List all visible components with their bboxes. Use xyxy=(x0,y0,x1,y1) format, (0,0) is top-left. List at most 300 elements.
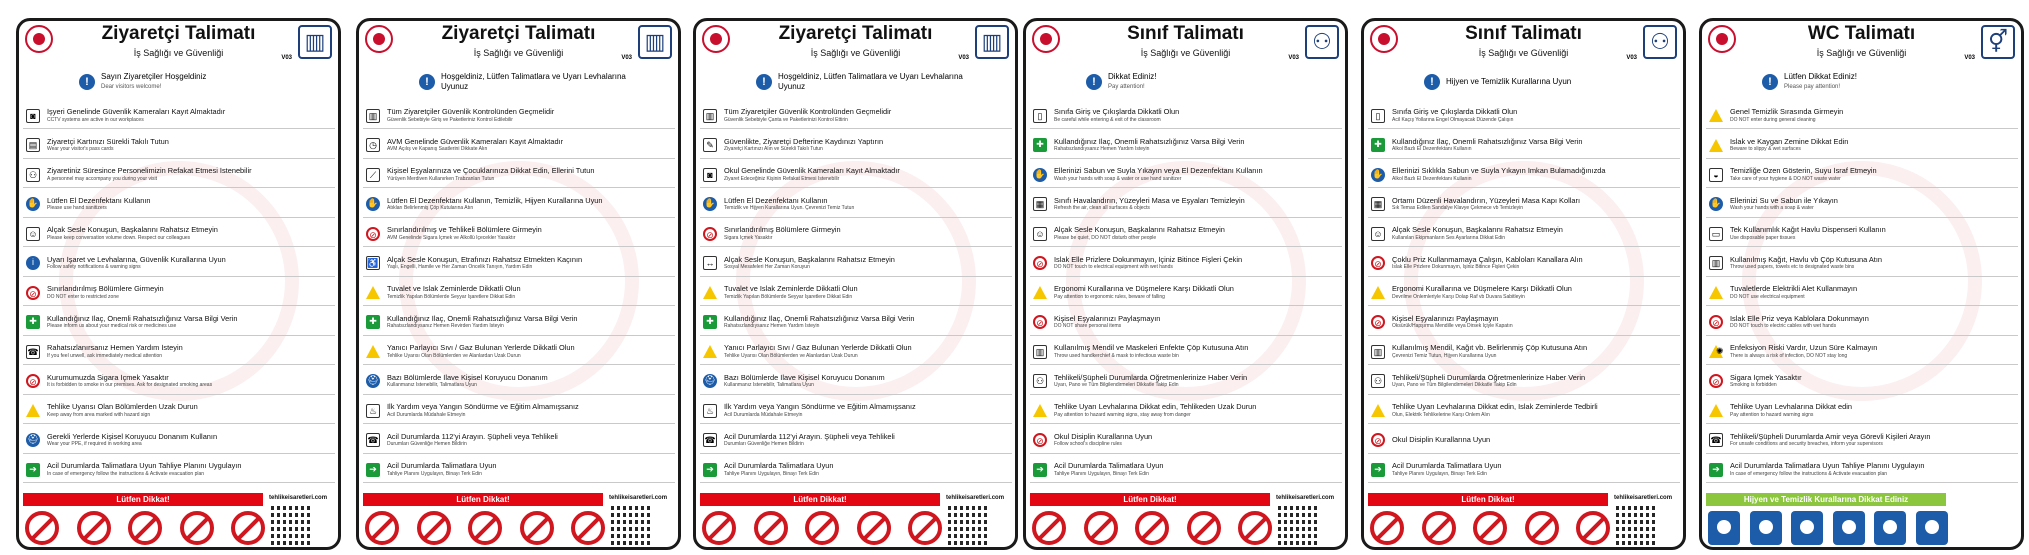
exclamation-icon: ! xyxy=(756,74,772,90)
greeting-text xyxy=(1446,77,1571,87)
instruction-tr: Acil Durumlarda Talimatlara Uyun xyxy=(1392,462,1502,471)
instruction-en: Temizlik Yapılan Bölümlerde Seyyar İşaretlere Dikkat Edin xyxy=(387,293,516,300)
exit-icon: ➔ xyxy=(366,463,380,477)
instruction-text xyxy=(724,403,1012,418)
instruction-text xyxy=(724,197,1012,212)
instruction-tr: Alçak Sesle Konuşun, Başkalarını Rahatsız Etmeyin xyxy=(47,226,218,235)
instruction-en: AVM Genelinde Sigara İçmek ve Alkollü İçecekler Yasaktır xyxy=(387,234,516,241)
board-footer xyxy=(19,491,338,550)
instruction-row xyxy=(1030,133,1342,159)
greeting-text xyxy=(778,72,986,92)
instruction-en: Uyarı, Pano ve Tüm Bilgilendirmeleri Dikkatle Takip Edin xyxy=(1392,382,1517,389)
instruction-en: Be careful while entering & exit of the classroom xyxy=(1054,116,1161,123)
instruction-row xyxy=(700,103,1012,129)
instruction-en: Rahatsızlandıysanız Hemen Yardım İsteyin xyxy=(724,323,820,330)
board-subtitle: İş Sağlığı ve Güvenliği xyxy=(1140,48,1231,58)
instruction-en: Olun, Elektrik Tehlikelerine Karşı Önlem Alın xyxy=(1392,411,1490,418)
apron-icon xyxy=(1750,511,1782,545)
instruction-tr: Tehlikeli/Şüpheli Durumlarda Öğretmenlerinize Haber Verin xyxy=(1054,373,1248,382)
register-icon: ✎ xyxy=(703,138,717,152)
instruction-tr: Bazı Bölümlerde İlave Kişisel Koruyucu Donanım xyxy=(387,373,548,382)
greeting-tr: Hijyen ve Temizlik Kurallarına Uyun xyxy=(1446,77,1572,86)
door-icon: ▯ xyxy=(1371,109,1385,123)
instruction-text xyxy=(1392,285,1680,300)
no-entry-icon: ⊘ xyxy=(366,227,380,241)
instruction-text xyxy=(47,315,335,330)
instruction-text xyxy=(387,433,675,448)
instruction-row xyxy=(1706,192,2018,218)
instruction-text xyxy=(1054,374,1342,389)
version-label: V03 xyxy=(1288,55,1299,61)
instruction-row xyxy=(1368,457,1680,483)
instruction-row xyxy=(700,251,1012,277)
instruction-row xyxy=(23,103,335,129)
instruction-text xyxy=(724,138,1012,153)
no-fight-icon xyxy=(1525,511,1559,545)
instruction-tr: Tehlike Uyarı Levhalarına Dikkat edin, Tehlikeden Uzak Durun xyxy=(1054,403,1257,412)
instruction-text xyxy=(1392,403,1680,418)
board-footer xyxy=(696,491,1015,550)
flammable-icon xyxy=(703,345,717,358)
footer-icon-row xyxy=(1032,509,1272,547)
instruction-tr: Kullandığınız İlaç, Önemli Rahatsızlığınız Varsa Bilgi Verin xyxy=(387,314,578,323)
instruction-text xyxy=(1730,433,2018,448)
instruction-tr: Sigara İçmek Yasaktır xyxy=(1730,373,1802,382)
instruction-text xyxy=(724,167,1012,182)
exclamation-icon: ! xyxy=(1086,74,1102,90)
instruction-tr: Lütfen El Dezenfektanı Kullanın xyxy=(47,196,151,205)
instruction-row xyxy=(23,251,335,277)
ergonomic-icon xyxy=(1371,286,1385,299)
instruction-tr: Yanıcı Parlayıcı Sıvı / Gaz Bulunan Yerlerde Dikkatli Olun xyxy=(724,344,912,353)
face-shield-icon xyxy=(1833,511,1865,545)
board-footer xyxy=(1702,491,2021,550)
instruction-row xyxy=(1368,103,1680,129)
instruction-list xyxy=(700,103,1012,487)
instruction-en: Rahatsızlandıysanız Hemen Revirden Yardım İsteyin xyxy=(387,323,504,330)
instruction-tr: Tehlike Uyarı Levhalarına Dikkat edin xyxy=(1730,403,1853,412)
instruction-en: Yürüyen Merdiven Kullanırken Trabzanları Tutun xyxy=(387,175,495,182)
instruction-row xyxy=(1030,457,1342,483)
instruction-text xyxy=(1730,167,2018,182)
instruction-en: Tahliye Planını Uygulayın, Binayı Terk Edin xyxy=(724,470,819,477)
instruction-tr: Ellerinizi Su ve Sabun ile Yıkayın xyxy=(1730,196,1838,205)
greeting-tr: Sayın Ziyaretçiler Hoşgeldiniz xyxy=(101,72,207,81)
greeting xyxy=(1086,65,1316,99)
instruction-en: Wash your hands with soap & water or use hand sanitizer xyxy=(1054,175,1182,182)
instruction-tr: Tuvaletlerde Elektrikli Alet Kullanmayın xyxy=(1730,285,1858,294)
instruction-en: Tehlike Uyarısı Olan Bölümlerden ve Alanlardan Uzak Durun xyxy=(387,352,521,359)
instruction-en: Use disposable paper tissues xyxy=(1730,234,1796,241)
instruction-tr: Tek Kullanımlık Kağıt Havlu Dispenseri Kullanın xyxy=(1730,226,1886,235)
instruction-text xyxy=(47,403,335,418)
instruction-en: Please keep conversation volume down. Respect our colleagues xyxy=(47,234,191,241)
exit-icon: ➔ xyxy=(703,463,717,477)
instruction-row xyxy=(1706,398,2018,424)
footer-icon-row xyxy=(1370,509,1610,547)
info-icon: i xyxy=(26,256,40,270)
instruction-tr: Lütfen El Dezenfektanı Kullanın xyxy=(724,196,828,205)
instruction-row xyxy=(1706,428,2018,454)
instruction-en: Durumları Güvenliğe Hemen Bildirin xyxy=(387,441,467,448)
website-label: tehlikeisaretleri.com xyxy=(946,495,1005,501)
footer-icon-row xyxy=(1708,509,1948,547)
security-check-icon: ▥ xyxy=(366,109,380,123)
instruction-row xyxy=(1030,103,1342,129)
instruction-tr: Kişisel Eşyalarınızı Paylaşmayın xyxy=(1392,314,1499,323)
phone-icon: ☎ xyxy=(367,435,379,445)
instruction-row xyxy=(1706,280,2018,306)
wet-floor-icon xyxy=(366,286,380,299)
footer-banner: Lütfen Dikkat! xyxy=(1368,493,1608,506)
greeting-text xyxy=(101,72,206,92)
instruction-text xyxy=(724,462,1012,477)
instruction-text xyxy=(47,344,335,359)
instruction-text xyxy=(1392,315,1680,330)
footer-icon-row xyxy=(365,509,605,547)
quiet-icon: ☺ xyxy=(1371,227,1385,241)
instruction-text xyxy=(1730,315,2018,330)
phone-icon: ☎ xyxy=(1710,435,1722,445)
quiet-icon: ☺ xyxy=(1033,227,1047,241)
instruction-en: Refresh the air, clean all surfaces & objects xyxy=(1054,205,1150,212)
greeting xyxy=(79,65,309,99)
instruction-row xyxy=(1368,398,1680,424)
instruction-text xyxy=(1054,108,1342,123)
instruction-row xyxy=(363,133,675,159)
instruction-tr: Lütfen El Dezenfektanı Kullanın, Temizlik, Hijyen Kurallarına Uyun xyxy=(387,196,603,205)
instruction-tr: Sınırlandırılmış Bölümlere Girmeyin xyxy=(47,285,164,294)
no-share-icon: ⊘ xyxy=(1371,315,1385,329)
instruction-en: Throw used papers, towels etc to designated waste bins xyxy=(1730,264,1855,271)
instruction-text xyxy=(1730,138,2018,153)
instruction-row xyxy=(363,221,675,247)
medical-icon: ✚ xyxy=(1033,138,1047,152)
instruction-text xyxy=(724,344,1012,359)
instruction-text xyxy=(1730,462,2018,477)
instruction-board xyxy=(693,18,1018,550)
no-smoking-icon xyxy=(1576,511,1610,545)
board-footer xyxy=(1026,491,1345,550)
instruction-tr: İlk Yardım veya Yangın Söndürme ve Eğitim Almamışsanız xyxy=(724,403,916,412)
instruction-row xyxy=(1368,369,1680,395)
instruction-row xyxy=(700,428,1012,454)
instruction-en: AVM Açılış ve Kapanış Saatlerini Dikkate Alın xyxy=(387,146,488,153)
instruction-en: In case of emergency follow the instructions & Activate evacuation plan xyxy=(1730,470,1888,477)
instruction-row xyxy=(23,428,335,454)
instruction-board xyxy=(1023,18,1348,550)
board-title: Sınıf Talimatı xyxy=(1127,23,1244,44)
instruction-text xyxy=(47,285,335,300)
greeting-tr: Hoşgeldiniz, Lütfen Talimatlara ve Uyarı Levhalarına Uyunuz xyxy=(441,72,626,91)
instruction-tr: Acil Durumlarda Talimatlara Uyun xyxy=(1054,462,1164,471)
version-label: V03 xyxy=(1964,55,1975,61)
instruction-tr: Kullanılmış Mendil, Kağıt vb. Belirlenmiş Çöp Kutusuna Atın xyxy=(1392,344,1588,353)
instruction-tr: İlk Yardım veya Yangın Söndürme ve Eğitim Almamışsanız xyxy=(387,403,579,412)
instruction-text xyxy=(1054,138,1342,153)
instruction-tr: Sınıfa Giriş ve Çıkışlarda Dikkatli Olun xyxy=(1054,108,1180,117)
security-gate-icon: ▥ xyxy=(298,25,332,59)
footer-banner: Hijyen ve Temizlik Kurallarına Dikkat Ediniz xyxy=(1706,493,1946,506)
instruction-text xyxy=(1054,285,1342,300)
instruction-en: Please inform us about your medical risk or medicines use xyxy=(47,323,177,330)
website-label: tehlikeisaretleri.com xyxy=(269,495,328,501)
greeting-tr: Lütfen Dikkat Ediniz! xyxy=(1784,72,1857,81)
instruction-en: Acil Kaçış Yollarına Engel Olmayacak Düzende Çalışın xyxy=(1392,116,1514,123)
instruction-row xyxy=(1030,339,1342,365)
greeting xyxy=(419,65,649,99)
instruction-text xyxy=(1730,344,2018,359)
instruction-text xyxy=(1392,167,1680,182)
security-gate-icon: ▥ xyxy=(638,25,672,59)
instruction-row xyxy=(1368,310,1680,336)
instruction-text xyxy=(387,462,675,477)
instruction-row xyxy=(23,192,335,218)
instruction-tr: Uyarı İşaret ve Levhalarına, Güvenlik Kurallarına Uyun xyxy=(47,255,226,264)
instruction-en: Smoking is forbidden xyxy=(1730,382,1777,389)
instruction-row xyxy=(23,280,335,306)
instruction-en: Pay attention to hazard warning signs, stay away from danger xyxy=(1054,411,1191,418)
instruction-text xyxy=(1730,403,2018,418)
instruction-text xyxy=(1392,436,1680,445)
no-smoking-icon xyxy=(571,511,605,545)
website-label: tehlikeisaretleri.com xyxy=(609,495,668,501)
instruction-row xyxy=(23,339,335,365)
instruction-tr: Kişisel Eşyalarınızı Paylaşmayın xyxy=(1054,314,1161,323)
no-entry-icon: ⊘ xyxy=(703,227,717,241)
instruction-row xyxy=(700,369,1012,395)
window-icon: ▦ xyxy=(1371,197,1385,211)
qr-code-overlay xyxy=(611,505,651,545)
no-smoking-icon xyxy=(1238,511,1272,545)
instruction-en: Kullanmanız İstenebilir, Talimatlara Uyun xyxy=(724,382,814,389)
footer-banner: Lütfen Dikkat! xyxy=(363,493,603,506)
no-food-icon xyxy=(1370,511,1404,545)
instruction-text xyxy=(1730,226,2018,241)
exclamation-icon: ! xyxy=(79,74,95,90)
instruction-tr: Alçak Sesle Konuşun, Etrafınızı Rahatsız Etmekten Kaçının xyxy=(387,255,583,264)
instruction-board xyxy=(1699,18,2024,550)
instruction-row xyxy=(1368,133,1680,159)
instruction-tr: Ziyaretçi Kartınızı Sürekli Takılı Tutun xyxy=(47,137,169,146)
instruction-text xyxy=(1054,197,1342,212)
badge-icon: ▤ xyxy=(26,138,40,152)
instruction-en: Temizlik ve Hijyen Kurallarına Uyun. Çevrenizi Temiz Tutun xyxy=(724,205,855,212)
instruction-row xyxy=(23,162,335,188)
board-title: Ziyaretçi Talimatı xyxy=(441,23,596,44)
instruction-text xyxy=(387,108,675,123)
instruction-en: Durumları Güvenliğe Hemen Bildirin xyxy=(724,441,804,448)
bin-icon: ▥ xyxy=(1371,345,1385,359)
footer-icon-row xyxy=(702,509,942,547)
distance-icon: ↔ xyxy=(703,256,717,270)
disinfect-icon xyxy=(1874,511,1906,545)
teacher-icon: ⚇ xyxy=(1033,374,1047,388)
instruction-tr: Acil Durumlarda 112'yi Arayın. Şüpheli veya Tehlikeli xyxy=(724,432,895,441)
exclamation-icon: ! xyxy=(419,74,435,90)
no-phone-icon xyxy=(180,511,214,545)
instruction-row xyxy=(23,221,335,247)
instruction-tr: Enfeksiyon Riski Vardır, Uzun Süre Kalmayın xyxy=(1730,344,1878,353)
version-label: V03 xyxy=(621,55,632,61)
no-food-icon xyxy=(1032,511,1066,545)
instruction-text xyxy=(1730,285,2018,300)
instruction-tr: Yanıcı Parlayıcı Sıvı / Gaz Bulunan Yerlerde Dikkatli Olun xyxy=(387,344,575,353)
instruction-row xyxy=(363,457,675,483)
no-skate-icon xyxy=(805,511,839,545)
camera-icon: ◙ xyxy=(26,109,40,123)
help-icon: ☎ xyxy=(27,346,39,357)
instruction-tr: Ortamı Düzenli Havalandırın, Yüzeyleri Masa Kapı Kolları xyxy=(1392,196,1580,205)
instruction-text xyxy=(1730,374,2018,389)
instruction-tr: Alçak Sesle Konuşun, Başkalarını Rahatsız Etmeyin xyxy=(724,255,895,264)
instruction-tr: Acil Durumlarda Talimatlara Uyun xyxy=(724,462,834,471)
instruction-text xyxy=(387,344,675,359)
instruction-text xyxy=(1730,108,2018,123)
no-dog-icon xyxy=(702,511,736,545)
no-running-icon xyxy=(1422,511,1456,545)
instruction-tr: Tehlikeli/Şüpheli Durumlarda Öğretmenlerinize Haber Verin xyxy=(1392,373,1586,382)
instruction-tr: Ellerinizi Sıklıkla Sabun ve Suyla Yıkayın İmkan Bulamadığınızda xyxy=(1392,167,1606,176)
instruction-row xyxy=(1706,457,2018,483)
instruction-en: Rahatsızlandıysanız Hemen Yardım İsteyin xyxy=(1054,146,1150,153)
instruction-text xyxy=(1392,374,1680,389)
instruction-en: Islak Elle Prizlere Dokunmayın, İşiniz Bitince Fişleri Çekin xyxy=(1392,264,1520,271)
instruction-en: Çevrenizi Temiz Tutun, Hijyen Kurallarına Uyun xyxy=(1392,352,1497,359)
instruction-row xyxy=(700,398,1012,424)
bin-icon: ▥ xyxy=(1033,345,1047,359)
instruction-tr: Tuvalet ve Islak Zeminlerde Dikkatli Olun xyxy=(387,285,521,294)
instruction-tr: Alçak Sesle Konuşun, Başkalarını Rahatsız Etmeyin xyxy=(1054,226,1225,235)
instruction-tr: Tehlike Uyarısı Olan Bölümlerden Uzak Durun xyxy=(47,403,198,412)
no-running-icon xyxy=(754,511,788,545)
instruction-text xyxy=(47,197,335,212)
socket-icon: ⊘ xyxy=(1033,256,1047,270)
camera-icon: ◙ xyxy=(703,168,717,182)
instruction-text xyxy=(724,315,1012,330)
instruction-text xyxy=(387,315,675,330)
instruction-list xyxy=(1368,103,1680,487)
gloves-icon xyxy=(1708,511,1740,545)
qr-code-overlay xyxy=(1278,505,1318,545)
instruction-tr: Tehlikeli/Şüpheli Durumlarda Amir veya Görevli Kişileri Arayın xyxy=(1730,432,1931,441)
instruction-row xyxy=(1706,369,2018,395)
instruction-row xyxy=(700,162,1012,188)
instruction-row xyxy=(1030,280,1342,306)
instruction-text xyxy=(724,285,1012,300)
priority-icon: ♿ xyxy=(367,258,379,268)
instruction-row xyxy=(23,133,335,159)
instruction-en: Kullanılan Ekipmanların Ses Ayarlarına Dikkat Edin xyxy=(1392,234,1506,241)
instruction-row xyxy=(700,310,1012,336)
instruction-tr: AVM Genelinde Güvenlik Kameraları Kayıt Almaktadır xyxy=(387,137,564,146)
instruction-tr: Acil Durumlarda Talimatlara Uyun Tahliye Planını Uygulayın xyxy=(47,462,242,471)
instruction-tr: Islak Elle Priz veya Kablolara Dokunmayın xyxy=(1730,314,1869,323)
instruction-en: Atıkları Belirlenmiş Çöp Kutularına Atın xyxy=(387,205,474,212)
instruction-tr: Kullanılmış Kağıt, Havlu vb Çöp Kutusuna Atın xyxy=(1730,255,1883,264)
instruction-tr: Sınırlandırılmış ve Tehlikeli Bölümlere Girmeyin xyxy=(387,226,542,235)
instruction-en: Ziyaret Edeceğiniz Kişinin Refakat Etmesi İstenebilir xyxy=(724,175,840,182)
board-subtitle: İş Sağlığı ve Güvenliği xyxy=(1816,48,1907,58)
clock-icon: ◷ xyxy=(366,138,380,152)
instruction-list xyxy=(1030,103,1342,487)
instruction-row xyxy=(363,428,675,454)
instruction-tr: Bazı Bölümlerde İlave Kişisel Koruyucu Donanım xyxy=(724,373,885,382)
instruction-row xyxy=(1368,428,1680,454)
hand-wash-icon: ✋ xyxy=(1371,168,1385,182)
greeting-en: Dear visitors welcome! xyxy=(101,84,162,90)
instruction-row xyxy=(1030,221,1342,247)
exclamation-icon: ! xyxy=(1762,74,1778,90)
instruction-en: Tahliye Planını Uygulayın, Binayı Terk Edin xyxy=(1392,470,1487,477)
instruction-tr: Ziyaretiniz Süresince Personelimizin Refakat Etmesi İstenebilir xyxy=(47,167,252,176)
instruction-en: Keep away from area marked with hazard sign xyxy=(47,411,151,418)
ppe-icon: ⛑ xyxy=(366,374,380,388)
instruction-row xyxy=(1030,251,1342,277)
instruction-en: It is forbidden to smoke in our premises. Ask for designated smoking areas xyxy=(47,382,213,389)
instruction-en: DO NOT touch to electric cables with wet hands xyxy=(1730,323,1837,330)
instruction-text xyxy=(724,108,1012,123)
instruction-text xyxy=(47,226,335,241)
no-food-icon xyxy=(520,511,554,545)
instruction-tr: Islak ve Kaygan Zemine Dikkat Edin xyxy=(1730,137,1849,146)
instruction-text xyxy=(1054,315,1342,330)
instruction-text xyxy=(387,197,675,212)
no-touch-icon xyxy=(128,511,162,545)
bin-icon xyxy=(1916,511,1948,545)
instruction-en: CCTV systems are active in our workplaces xyxy=(47,116,144,123)
instruction-en: Tehlike Uyarısı Olan Bölümlerden ve Alanlardan Uzak Durun xyxy=(724,352,858,359)
instruction-en: Ziyaretçi Kartınızı Alın ve Sürekli Takılı Tutun xyxy=(724,146,823,153)
instruction-text xyxy=(47,374,335,389)
socket-icon: ⊘ xyxy=(1371,256,1385,270)
instruction-tr: Tehlike Uyarı Levhalarına Dikkat edin, Islak Zeminlerde Tedbirli xyxy=(1392,403,1598,412)
instruction-row xyxy=(700,192,1012,218)
greeting xyxy=(1424,65,1654,99)
teacher-icon: ⚇ xyxy=(1371,374,1385,388)
instruction-text xyxy=(387,403,675,418)
instruction-en: Öksürük/Hapşırma Mendille veya Dirsek İçiyle Kapatın xyxy=(1392,323,1513,330)
instruction-row xyxy=(363,251,675,277)
instruction-tr: Okul Genelinde Güvenlik Kameraları Kayıt Almaktadır xyxy=(724,167,900,176)
no-share-icon: ⊘ xyxy=(1033,315,1047,329)
instruction-text xyxy=(387,167,675,182)
instruction-text xyxy=(1054,256,1342,271)
instruction-tr: Acil Durumlarda Talimatlara Uyun Tahliye Planını Uygulayın xyxy=(1730,462,1925,471)
greeting xyxy=(1762,65,1992,99)
qr-code-overlay xyxy=(1616,505,1656,545)
instruction-row xyxy=(1706,162,2018,188)
instruction-text xyxy=(724,256,1012,271)
instruction-tr: Islak Elle Prizlere Dokunmayın, İçiniz Bitince Fişleri Çekin xyxy=(1054,255,1243,264)
instruction-en: Wash your hands with a soap & water xyxy=(1730,205,1814,212)
no-smoking-icon: ⊘ xyxy=(1709,374,1723,388)
instruction-tr: Kullandığınız İlaç, Önemli Rahatsızlığınız Varsa Bilgi Verin xyxy=(1392,137,1583,146)
instruction-text xyxy=(387,285,675,300)
instruction-tr: Sınırlandırılmış Bölümlere Girmeyin xyxy=(724,226,841,235)
instruction-en: Wear your visitor's pass cards xyxy=(47,146,114,153)
exit-icon: ➔ xyxy=(1709,463,1723,477)
instruction-row xyxy=(1030,369,1342,395)
board-footer xyxy=(1364,491,1683,550)
instruction-text xyxy=(47,433,335,448)
instruction-en: Sık Temas Edilen Sandalye Klavye Çekmece vb Temizleyin xyxy=(1392,205,1523,212)
instruction-en: Follow school's discipline rules xyxy=(1054,441,1122,448)
instruction-tr: Rahatsızlanırsanız Hemen Yardım İsteyin xyxy=(47,344,183,353)
instruction-en: Uyarı, Pano ve Tüm Bilgilendirmeleri Dikkatle Takip Edin xyxy=(1054,382,1179,389)
instruction-tr: Kullanılmış Mendil ve Maskeleri Enfekte Çöp Kutusuna Atın xyxy=(1054,344,1249,353)
greeting-text xyxy=(1108,72,1156,92)
